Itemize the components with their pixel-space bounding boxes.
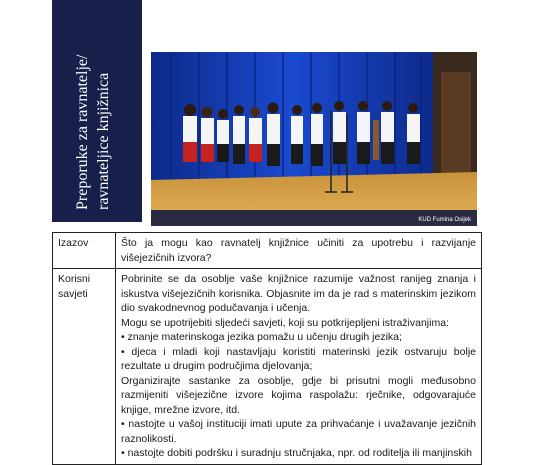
table-row xyxy=(53,269,482,465)
bullet-item: • nastojte u vašoj instituciji imati upute za prihvaćanje i uvažavanje jezičnih raznolikosti. xyxy=(121,417,476,446)
row-content xyxy=(116,233,482,269)
photo-credit: KUD Fumina Osijek xyxy=(418,217,471,223)
bullet-item: • znanje materinskoga jezika pomažu u učenju drugih jezika; xyxy=(121,330,476,345)
performance-photo xyxy=(151,52,477,226)
row-content xyxy=(116,269,482,465)
paragraph: Pobrinite se da osoblje vaše knjižnice razumije važnost ranijeg znanja i iskustva višejezičnih korisnika. Objasnite im da je rad s materinskim jezikom dio svakodnevnog podučavanja i učenja. xyxy=(121,273,476,314)
bullet-item: • nastojte dobiti podršku i suradnju stručnjaka, npr. od roditelja ili manjinskih xyxy=(121,446,476,461)
paragraph: Mogu se upotrijebiti sljedeći savjeti, koji su potkrijepljeni istraživanjima: xyxy=(121,316,449,329)
side-title-line-1: Preporuke za ravnatelje/ xyxy=(74,54,91,210)
bullet-item: • djeca i mladi koji nastavljaju koristiti materinski jezik ostvaruju bolje rezultate u drugim područjima djelovanja; xyxy=(121,345,476,374)
side-banner xyxy=(52,0,142,222)
side-title xyxy=(72,55,114,210)
performance-photo-illustration xyxy=(151,52,477,226)
paragraph: Organizirajte sastanke za osoblje, gdje bi prisutni mogli međusobno razmijeniti višejezične izvore kojima raspolažu: rječnike, odgovarajuće knjige, mrežne izvore, itd. xyxy=(121,374,476,416)
side-title-line-2: ravnateljice knjižnica xyxy=(95,72,112,210)
row-label: Korisni savjeti xyxy=(53,269,116,465)
paragraph: Što ja mogu kao ravnatelj knjižnice učiniti za upotrebu i razvijanje višejezičnih izvora? xyxy=(121,237,476,264)
row-label: Izazov xyxy=(53,233,116,269)
advice-table xyxy=(52,232,482,465)
table-row xyxy=(53,233,482,269)
